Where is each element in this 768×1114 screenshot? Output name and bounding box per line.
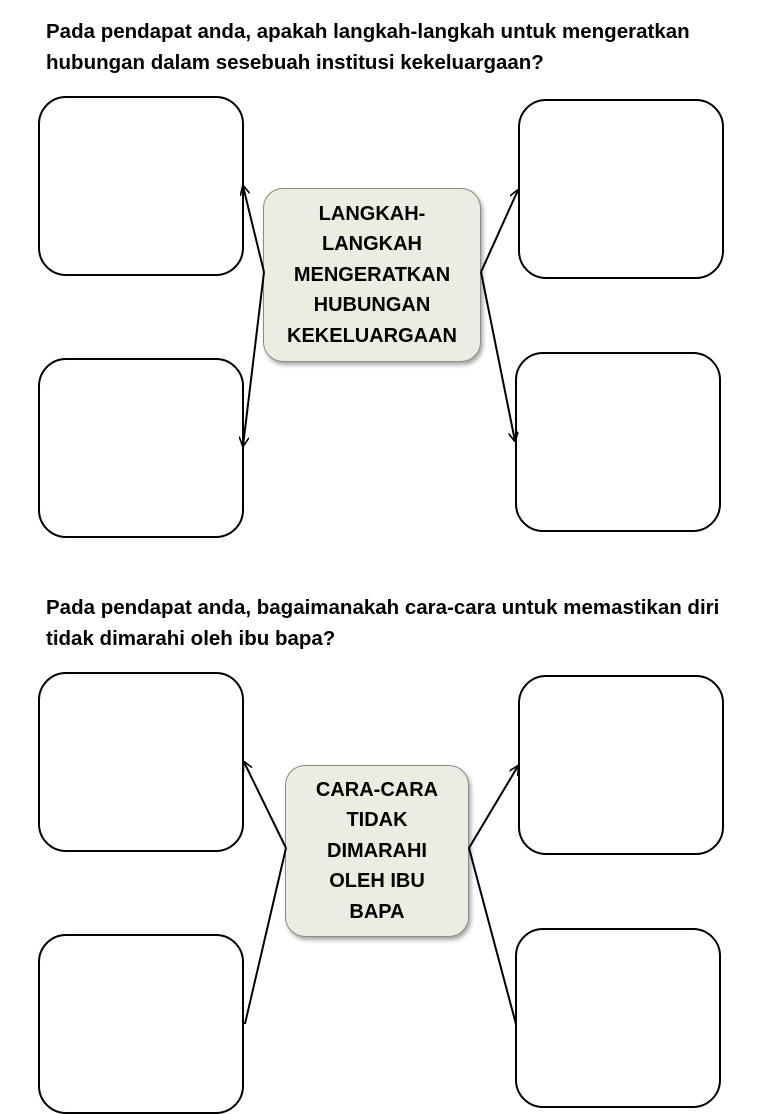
answer-box-1-bottom-right[interactable] bbox=[515, 352, 721, 532]
arrow-1-top-right bbox=[481, 190, 518, 272]
question-1: Pada pendapat anda, apakah langkah-langkah untuk mengeratkan hubungan dalam sesebuah institusi kekeluargaan? bbox=[46, 20, 690, 74]
center-topic-2: CARA-CARA TIDAK DIMARAHI OLEH IBU BAPA bbox=[285, 765, 469, 937]
arrow-1-bottom-right bbox=[481, 272, 515, 441]
answer-box-1-top-left[interactable] bbox=[38, 96, 244, 276]
arrow-2-bottom-left bbox=[244, 848, 286, 1024]
arrow-2-top-right bbox=[469, 766, 518, 848]
center-topic-1: LANGKAH- LANGKAH MENGERATKAN HUBUNGAN KEKELUARGAAN bbox=[263, 188, 481, 362]
answer-box-1-bottom-left[interactable] bbox=[38, 358, 244, 538]
answer-box-2-top-left[interactable] bbox=[38, 672, 244, 852]
arrow-2-bottom-right bbox=[469, 848, 517, 1024]
answer-box-2-bottom-left[interactable] bbox=[38, 934, 244, 1114]
arrow-1-bottom-left bbox=[243, 272, 264, 446]
arrow-1-top-left bbox=[243, 186, 264, 272]
question-2: Pada pendapat anda, bagaimanakah cara-cara untuk memastikan diri tidak dimarahi oleh ibu bapa? bbox=[46, 596, 720, 650]
answer-box-2-bottom-right[interactable] bbox=[515, 928, 721, 1108]
arrow-2-top-left bbox=[244, 762, 286, 848]
answer-box-2-top-right[interactable] bbox=[518, 675, 724, 855]
answer-box-1-top-right[interactable] bbox=[518, 99, 724, 279]
